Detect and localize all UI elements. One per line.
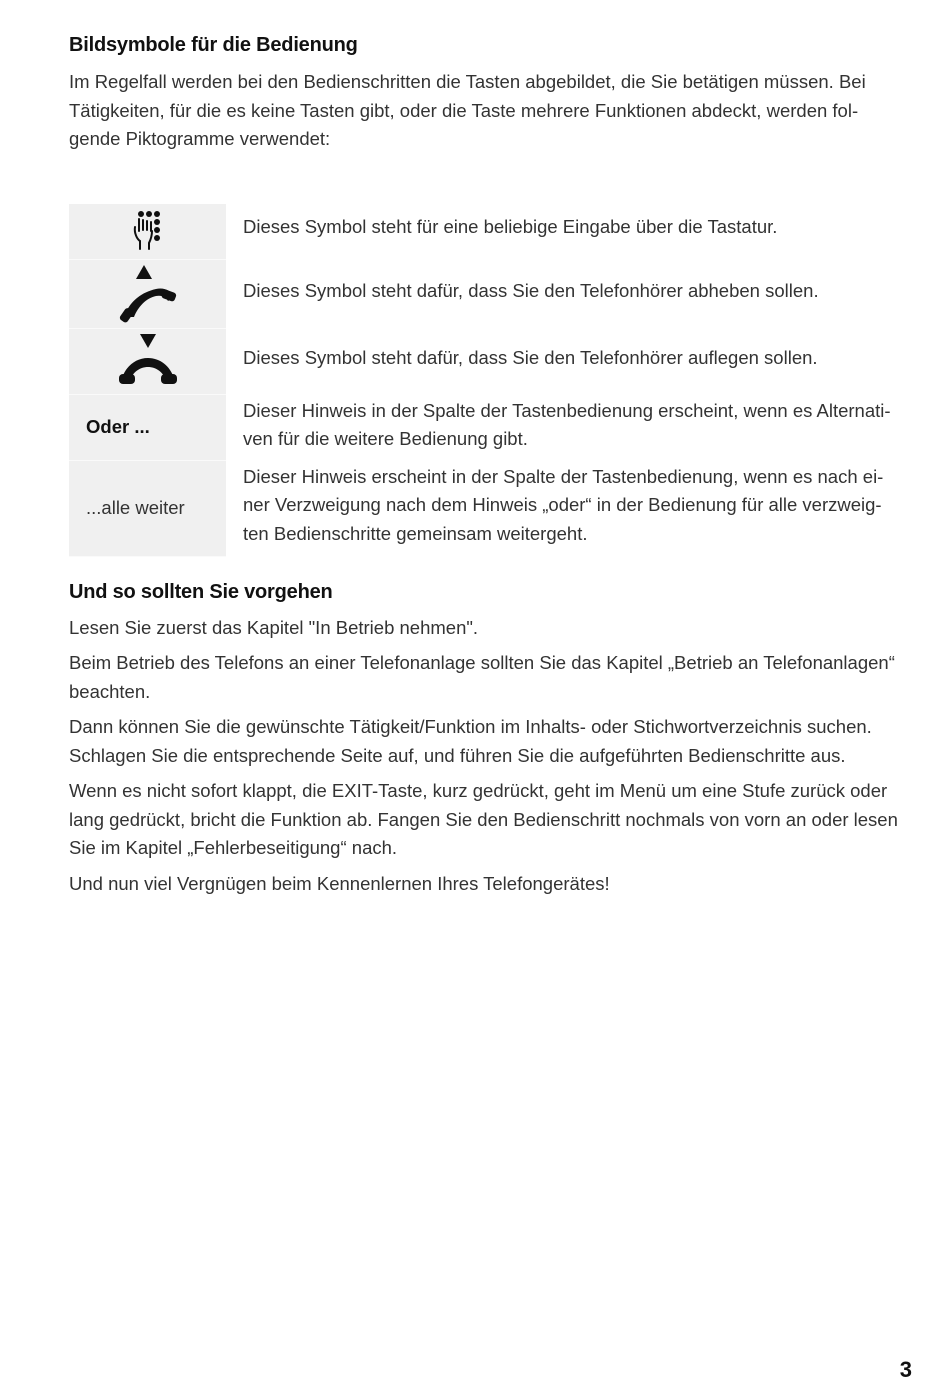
description-line: Dieses Symbol steht für eine beliebige Eingabe über die Tastatur. <box>243 215 778 237</box>
description-line: ner Verzweigung nach dem Hinweis „oder“ in der Bedienung für alle verzweig- <box>243 494 882 515</box>
description-line: ven für die weitere Bedienung gibt. <box>243 428 528 449</box>
symbol-cell <box>69 204 226 260</box>
symbol-description <box>226 329 818 395</box>
symbol-row <box>69 260 911 329</box>
paragraph <box>69 614 911 643</box>
paragraph-line: Lesen Sie zuerst das Kapitel "In Betrieb nehmen". <box>69 616 479 638</box>
page-number: 3 <box>899 1357 912 1382</box>
symbol-cell <box>69 260 226 329</box>
keypad-hand-icon <box>128 209 168 253</box>
procedure-section <box>69 581 911 899</box>
paragraph-line: Schlagen Sie die entsprechende Seite auf, und führen Sie die aufgeführten Bedienschritte aus. <box>69 744 846 766</box>
paragraph-line: Sie im Kapitel „Fehlerbeseitigung“ nach. <box>69 837 398 858</box>
alle-weiter-label: ...alle weiter <box>69 461 226 557</box>
paragraph <box>69 870 911 899</box>
paragraph-line: beachten. <box>69 680 151 702</box>
description-line: ten Bedienschritte gemeinsam weitergeht. <box>243 522 588 544</box>
description-line: Dieses Symbol steht dafür, dass Sie den Telefonhörer abheben sollen. <box>243 279 819 301</box>
paragraph-line: Dann können Sie die gewünschte Tätigkeit/Funktion im Inhalts- oder Stichwortverzeichnis suchen. <box>69 716 872 737</box>
oder-label: Oder ... <box>69 395 226 461</box>
paragraph <box>69 649 911 706</box>
symbol-row <box>69 329 911 395</box>
description-line: Dieser Hinweis erscheint in der Spalte der Tastenbedienung, wenn es nach ei- <box>243 465 884 487</box>
symbol-row <box>69 461 911 557</box>
intro-line: gende Piktogramme verwendet: <box>69 128 331 149</box>
paragraph-line: Beim Betrieb des Telefons an einer Telefonanlage sollten Sie das Kapitel „Betrieb an Telefonanlagen“ <box>69 652 895 673</box>
symbol-row <box>69 204 911 260</box>
intro-line: Im Regelfall werden bei den Bedienschritten die Tasten abgebildet, die Sie betätigen müssen. Bei <box>69 71 866 92</box>
paragraph-line: Wenn es nicht sofort klappt, die EXIT-Taste, kurz gedrückt, geht im Menü um eine Stufe zurück oder <box>69 780 888 801</box>
paragraph-line: lang gedrückt, bricht die Funktion ab. Fangen Sie den Bedienschritt nochmals von vorn an oder lesen <box>69 808 898 830</box>
description-line: Dieses Symbol steht dafür, dass Sie den Telefonhörer auflegen sollen. <box>243 346 818 368</box>
paragraph <box>69 713 911 770</box>
page-content <box>69 34 911 898</box>
symbol-cell <box>69 329 226 395</box>
symbol-description <box>226 260 819 329</box>
intro-paragraph <box>69 68 911 154</box>
section-heading-symbols: Bildsymbole für die Bedienung <box>69 34 358 56</box>
paragraph <box>69 777 911 863</box>
symbol-row <box>69 395 911 461</box>
symbol-description <box>226 395 891 461</box>
description-line: Dieser Hinweis in der Spalte der Tastenbedienung erscheint, wenn es Alternati- <box>243 399 891 421</box>
intro-line: Tätigkeiten, für die es keine Tasten gibt, oder die Taste mehrere Funktionen abdeckt, werden fol- <box>69 99 859 121</box>
symbol-table <box>69 204 911 557</box>
handset-hangup-icon <box>116 334 180 388</box>
symbol-description <box>226 204 777 260</box>
paragraph-line: Und nun viel Vergnügen beim Kennenlernen Ihres Telefongerätes! <box>69 872 610 894</box>
symbol-description <box>226 461 883 557</box>
handset-lift-icon <box>116 265 180 323</box>
section-heading-procedure: Und so sollten Sie vorgehen <box>69 580 333 603</box>
